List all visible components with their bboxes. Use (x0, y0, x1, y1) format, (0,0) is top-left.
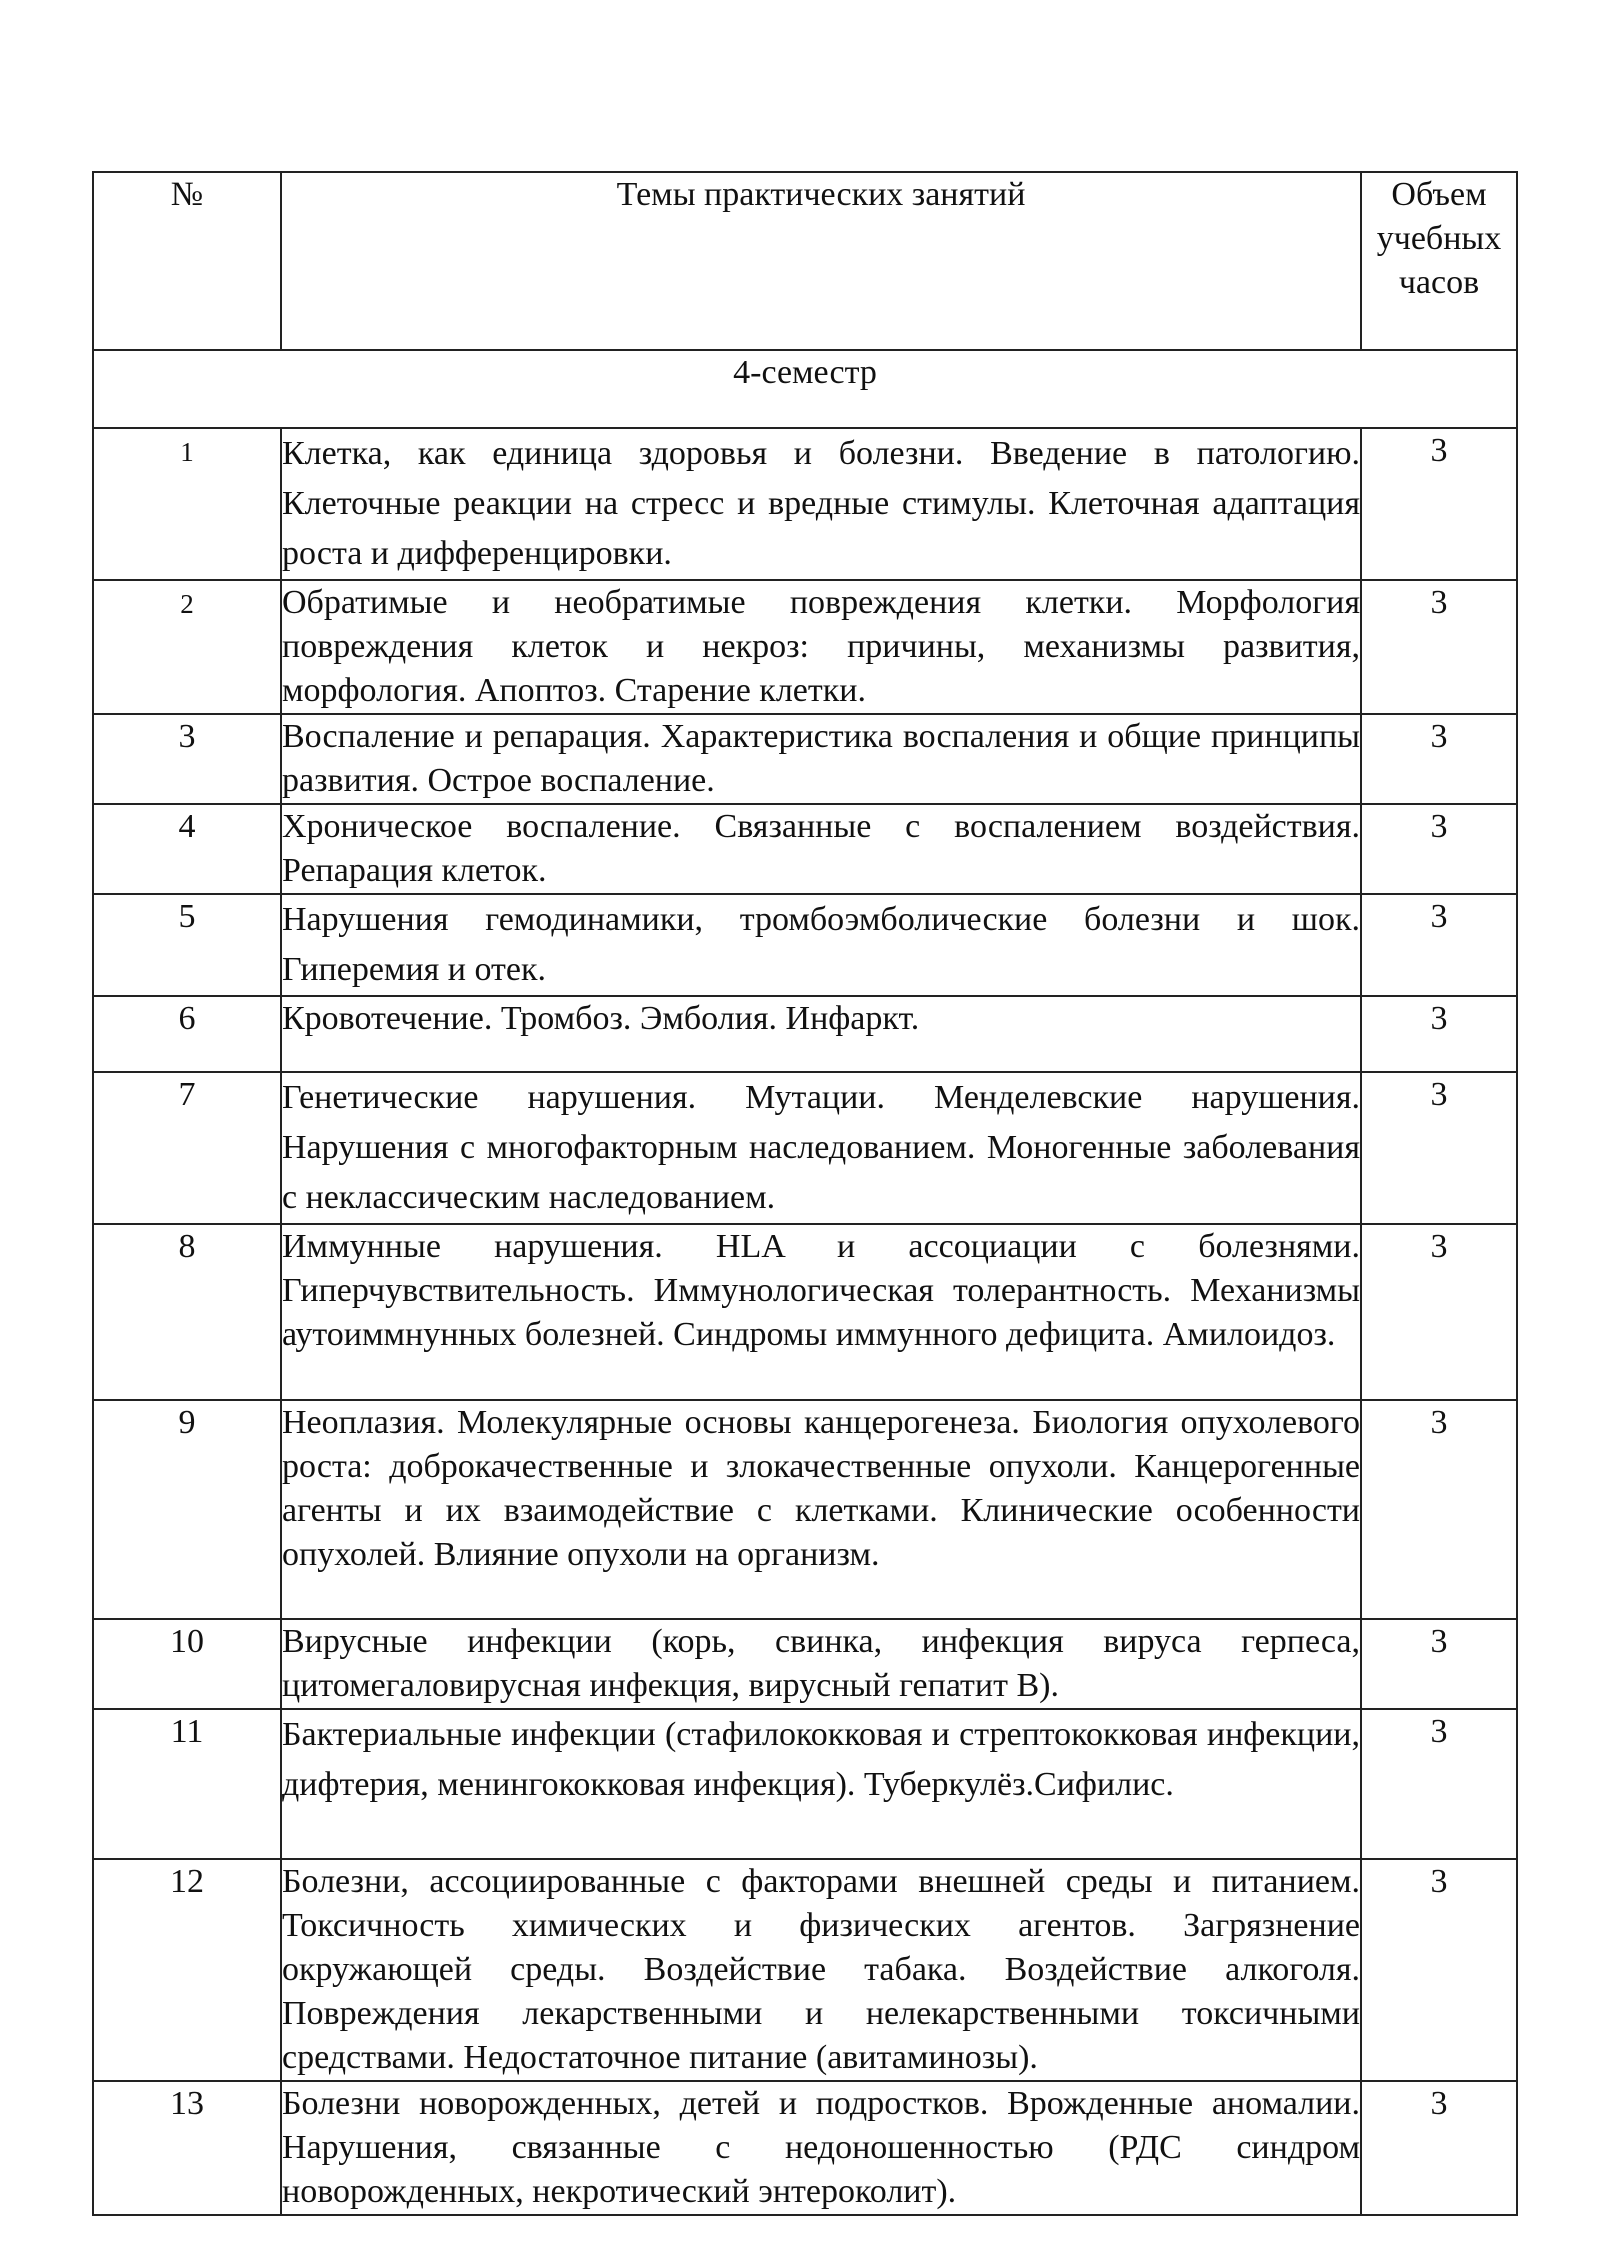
row-hours: 3 (1361, 580, 1517, 714)
row-topic: Воспаление и репарация. Характеристика воспаления и общие принципы развития. Острое воспаление. (281, 714, 1361, 804)
row-number: 10 (93, 1619, 281, 1709)
table-row (93, 580, 1517, 714)
header-hours-line: учебных (1376, 220, 1502, 257)
row-number: 3 (93, 714, 281, 804)
row-topic: Генетические нарушения. Мутации. Менделевские нарушения. Нарушения с многофакторным наследованием. Моногенные заболевания с неклассическим наследованием. (281, 1072, 1361, 1224)
header-topic: Темы практических занятий (281, 172, 1361, 350)
semester-row (93, 350, 1517, 428)
row-topic: Обратимые и необратимые повреждения клетки. Морфология повреждения клеток и некроз: причины, механизмы развития, морфология. Апоптоз. Старение клетки. (281, 580, 1361, 714)
table-row (93, 1224, 1517, 1400)
row-topic: Вирусные инфекции (корь, свинка, инфекция вируса герпеса, цитомегаловирусная инфекция, вирусный гепатит В). (281, 1619, 1361, 1709)
row-topic: Болезни новорожденных, детей и подростков. Врожденные аномалии. Нарушения, связанные с недоношенностью (РДС синдром новорожденных, некротический энтероколит). (281, 2081, 1361, 2215)
row-hours: 3 (1361, 1859, 1517, 2081)
row-hours: 3 (1361, 894, 1517, 996)
header-hours (1361, 172, 1517, 350)
row-hours: 3 (1361, 1709, 1517, 1859)
row-topic: Болезни, ассоциированные с факторами внешней среды и питанием. Токсичность химических и физических агентов. Загрязнение окружающей среды. Воздействие табака. Воздействие алкоголя. Повреждения лекарственными и нелекарственными токсичными средствами. Недостаточное питание (авитаминозы). (281, 1859, 1361, 2081)
row-hours: 3 (1361, 804, 1517, 894)
row-number: 12 (93, 1859, 281, 2081)
row-number: 5 (93, 894, 281, 996)
practical-topics-table (92, 171, 1518, 2216)
row-topic: Бактериальные инфекции (стафилококковая и стрептококковая инфекции, дифтерия, менингококковая инфекция). Туберкулёз.Сифилис. (281, 1709, 1361, 1859)
row-topic: Клетка, как единица здоровья и болезни. Введение в патологию. Клеточные реакции на стресс и вредные стимулы. Клеточная адаптация роста и дифференцировки. (281, 428, 1361, 580)
table-row (93, 2081, 1517, 2215)
row-hours: 3 (1361, 2081, 1517, 2215)
table-row (93, 1859, 1517, 2081)
row-topic: Нарушения гемодинамики, тромбоэмболические болезни и шок. Гиперемия и отек. (281, 894, 1361, 996)
header-hours-line: часов (1398, 264, 1480, 301)
table-row (93, 1400, 1517, 1619)
header-hours-line: Объем (1391, 176, 1487, 213)
table-row (93, 894, 1517, 996)
row-topic: Хроническое воспаление. Связанные с воспалением воздействия. Репарация клеток. (281, 804, 1361, 894)
row-number: 11 (93, 1709, 281, 1859)
table-row (93, 1619, 1517, 1709)
row-number: 8 (93, 1224, 281, 1400)
row-hours: 3 (1361, 428, 1517, 580)
row-number: 7 (93, 1072, 281, 1224)
row-number: 13 (93, 2081, 281, 2215)
table-row (93, 1072, 1517, 1224)
row-number: 6 (93, 996, 281, 1072)
row-topic: Иммунные нарушения. HLA и ассоциации с болезнями. Гиперчувствительность. Иммунологическая толерантность. Механизмы аутоиммнунных болезней. Синдромы иммунного дефицита. Амилоидоз. (281, 1224, 1361, 1400)
row-number: 2 (93, 580, 281, 714)
table-row (93, 804, 1517, 894)
row-hours: 3 (1361, 1072, 1517, 1224)
row-topic: Неоплазия. Молекулярные основы канцерогенеза. Биология опухолевого роста: доброкачественные и злокачественные опухоли. Канцерогенные агенты и их взаимодействие с клетками. Клинические особенности опухолей. Влияние опухоли на организм. (281, 1400, 1361, 1619)
row-number: 4 (93, 804, 281, 894)
table-header-row (93, 172, 1517, 350)
row-number: 9 (93, 1400, 281, 1619)
row-hours: 3 (1361, 1224, 1517, 1400)
table-row (93, 714, 1517, 804)
row-topic: Кровотечение. Тромбоз. Эмболия. Инфаркт. (281, 996, 1361, 1072)
header-number: № (93, 172, 281, 350)
row-hours: 3 (1361, 996, 1517, 1072)
table-row (93, 996, 1517, 1072)
row-hours: 3 (1361, 1619, 1517, 1709)
row-number: 1 (93, 428, 281, 580)
semester-label: 4-семестр (93, 350, 1517, 428)
table-row (93, 428, 1517, 580)
row-hours: 3 (1361, 714, 1517, 804)
row-hours: 3 (1361, 1400, 1517, 1619)
table-row (93, 1709, 1517, 1859)
